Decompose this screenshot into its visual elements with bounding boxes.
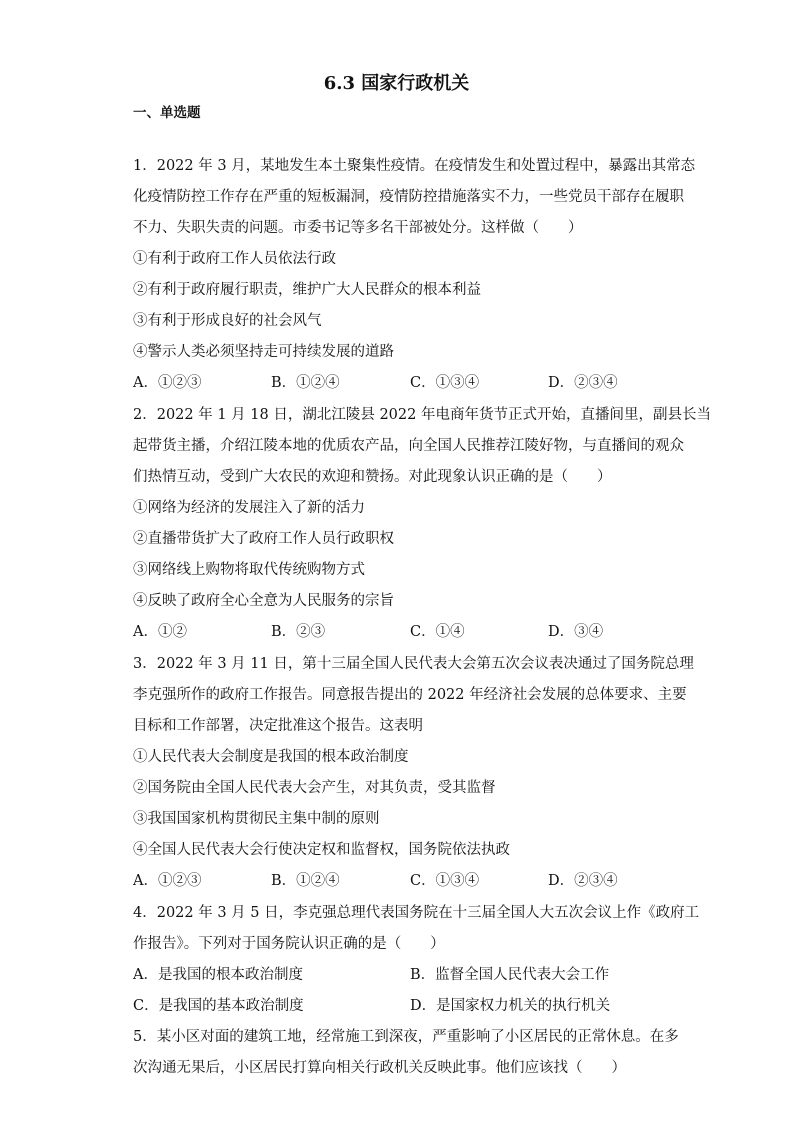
question-2-line-2: 起带货主播，介绍江陵本地的优质农产品，向全国人民推荐江陵好物，与直播间的观众 — [133, 438, 684, 454]
question-1-option-b: B．①②④ — [271, 375, 340, 391]
question-2-line-1: 2．2022 年 1 月 18 日，湖北江陵县 2022 年电商年货节正式开始，直播间里，副县长当 — [133, 407, 711, 423]
question-1-option-d: D．②③④ — [548, 375, 618, 391]
question-5-line-1: 5．某小区对面的建筑工地，经常施工到深夜，严重影响了小区居民的正常休息。在多 — [133, 1029, 679, 1045]
question-4-line-2: 作报告》。下列对于国务院认识正确的是（ ） — [133, 936, 445, 952]
question-2-statement-3: ③网络线上购物将取代传统购物方式 — [133, 562, 365, 578]
question-1-statement-3: ③有利于形成良好的社会风气 — [133, 313, 322, 329]
question-1-option-c: C．①③④ — [410, 375, 480, 391]
question-3-statement-3: ③我国国家机构贯彻民主集中制的原则 — [133, 811, 380, 827]
question-3-option-b: B．①②④ — [271, 873, 340, 889]
question-4-line-1: 4．2022 年 3 月 5 日，李克强总理代表国务院在十三届全国人大五次会议上作《政府工 — [133, 905, 700, 921]
question-1-statement-4: ④警示人类必须坚持走可持续发展的道路 — [133, 344, 394, 360]
question-3-line-3: 目标和工作部署，决定批准这个报告。这表明 — [133, 718, 423, 734]
question-3-option-d: D．②③④ — [548, 873, 618, 889]
question-2-statement-2: ②直播带货扩大了政府工作人员行政职权 — [133, 531, 394, 547]
question-1-line-2: 化疫情防控工作存在严重的短板漏洞，疫情防控措施落实不力，一些党员干部存在履职 — [133, 189, 684, 205]
question-2-line-3: 们热情互动，受到广大农民的欢迎和赞扬。对此现象认识正确的是（ ） — [133, 469, 612, 485]
question-2-option-a: A．①② — [133, 624, 187, 640]
question-5-line-2: 次沟通无果后，小区居民打算向相关行政机关反映此事。他们应该找（ ） — [133, 1060, 626, 1076]
question-4-option-d: D．是国家权力机关的执行机关 — [410, 998, 611, 1014]
question-3-statement-2: ②国务院由全国人民代表大会产生，对其负责，受其监督 — [133, 780, 496, 796]
question-3-statement-1: ①人民代表大会制度是我国的根本政治制度 — [133, 749, 409, 765]
page-title: 6.3 国家行政机关 — [323, 73, 470, 94]
question-1-line-1: 1．2022 年 3 月，某地发生本土聚集性疫情。在疫情发生和处置过程中，暴露出其常态 — [133, 158, 696, 174]
question-1-statement-1: ①有利于政府工作人员依法行政 — [133, 251, 336, 267]
question-3-line-1: 3．2022 年 3 月 11 日，第十三届全国人民代表大会第五次会议表决通过了国务院总理 — [133, 656, 694, 672]
question-4-option-c: C．是我国的基本政治制度 — [133, 998, 304, 1014]
question-2-option-c: C．①④ — [410, 624, 465, 640]
question-1-statement-2: ②有利于政府履行职责，维护广大人民群众的根本利益 — [133, 282, 481, 298]
question-4-option-a: A．是我国的根本政治制度 — [133, 967, 303, 983]
question-3-statement-4: ④全国人民代表大会行使决定权和监督权，国务院依法执政 — [133, 842, 510, 858]
question-3-option-a: A．①②③ — [133, 873, 202, 889]
question-1-option-a: A．①②③ — [133, 375, 202, 391]
question-1-line-3: 不力、失职失责的问题。市委书记等多名干部被处分。这样做（ ） — [133, 220, 583, 236]
question-3-line-2: 李克强所作的政府工作报告。同意报告提出的 2022 年经济社会发展的总体要求、主要 — [133, 687, 687, 703]
question-2-statement-4: ④反映了政府全心全意为人民服务的宗旨 — [133, 593, 394, 609]
question-4-option-b: B．监督全国人民代表大会工作 — [410, 967, 610, 983]
question-3-option-c: C．①③④ — [410, 873, 480, 889]
question-2-option-b: B．②③ — [271, 624, 326, 640]
question-2-statement-1: ①网络为经济的发展注入了新的活力 — [133, 500, 365, 516]
section-heading: 一、单选题 — [133, 105, 201, 121]
question-2-option-d: D．③④ — [548, 624, 604, 640]
